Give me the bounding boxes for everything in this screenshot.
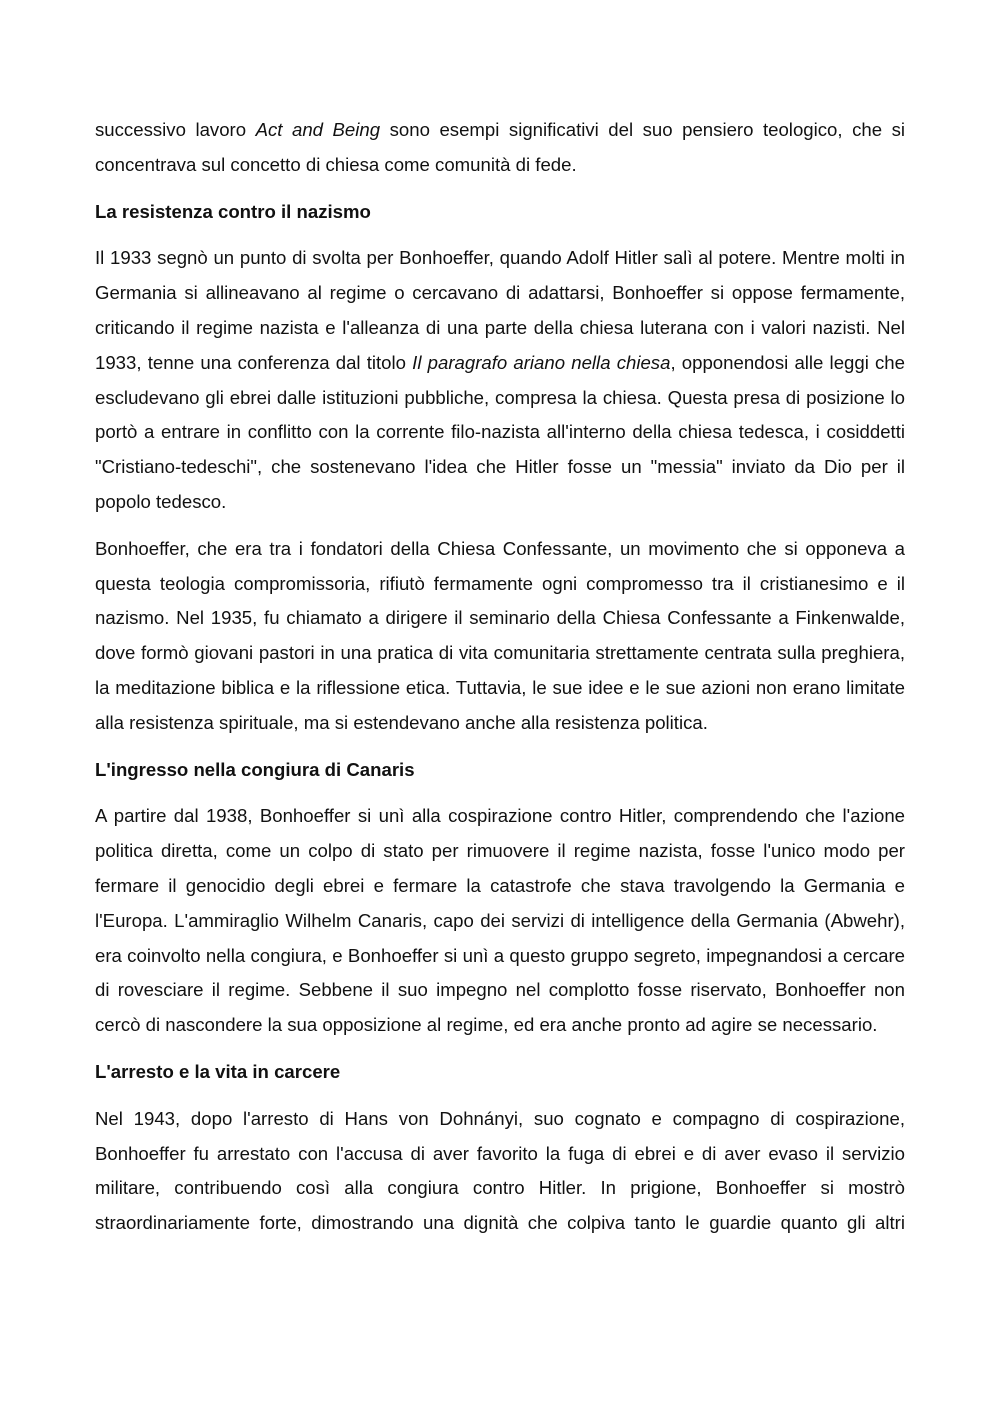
paragraph-1933	[95, 241, 905, 519]
paragraph-chiesa-confessante: Bonhoeffer, che era tra i fondatori della Chiesa Confessante, un movimento che si opponeva a questa teologia compromissoria, rifiutò fermamente ogni compromesso tra il cristianesimo e il nazismo. Nel 1935, fu chiamato a dirigere il seminario della Chiesa Confessante a Finkenwalde, dove formò giovani pastori in una pratica di vita comunitaria strettamente centrata sulla preghiera, la meditazione biblica e la riflessione etica. Tuttavia, le sue idee e le sue azioni non erano limitate alla resistenza spirituale, ma si estendevano anche alla resistenza politica.	[95, 537, 905, 733]
text-run: , opponendosi alle leggi che escludevano gli ebrei dalle istituzioni pubbliche, compresa la chiesa. Questa presa di posizione lo portò a entrare in conflitto con la corrente filo-nazista all'interno della chiesa tedesca, i cosiddetti "Cristiano-tedeschi", che sostenevano l'idea che Hitler fosse un "messia" inviato da Dio per il popolo tedesco.	[95, 351, 905, 512]
lecture-title: Il paragrafo ariano nella chiesa	[412, 351, 671, 373]
section-heading-canaris: L'ingresso nella congiura di Canaris	[95, 758, 415, 780]
section-heading-resistenza: La resistenza contro il nazismo	[95, 200, 371, 222]
text-run: sono esempi significativi del suo pensiero teologico, che si concentrava sul concetto di chiesa come comunità di fede.	[95, 119, 905, 175]
paragraph-arresto: Nel 1943, dopo l'arresto di Hans von Dohnányi, suo cognato e compagno di cospirazione, Bonhoeffer fu arrestato con l'accusa di aver favorito la fuga di ebrei e di aver evaso il servizio militare, contribuendo così alla congiura contro Hitler. In prigione, Bonhoeffer si mostrò straordinariamente forte, dimostrando una dignità che colpiva tanto le guardie quanto gli altri	[95, 1107, 905, 1234]
paragraph-cospirazione: A partire dal 1938, Bonhoeffer si unì alla cospirazione contro Hitler, comprendendo che l'azione politica diretta, come un colpo di stato per rimuovere il regime nazista, fosse l'unico modo per fermare il genocidio degli ebrei e fermare la catastrofe che stava travolgendo la Germania e l'Europa. L'ammiraglio Wilhelm Canaris, capo dei servizi di intelligence della Germania (Abwehr), era coinvolto nella congiura, e Bonhoeffer si unì a questo gruppo segreto, impegnandosi a cercare di rovesciare il regime. Sebbene il suo impegno nel complotto fosse riservato, Bonhoeffer non cercò di nascondere la sua opposizione al regime, ed era anche pronto ad agire se necessario.	[95, 805, 905, 1036]
section-heading-arresto: L'arresto e la vita in carcere	[95, 1060, 341, 1082]
book-title: Act and Being	[255, 119, 381, 140]
text-run: successivo lavoro	[95, 119, 256, 140]
paragraph-intro	[95, 113, 905, 183]
document-page	[95, 113, 905, 1253]
text-run: Il 1933 segnò un punto di svolta per Bonhoeffer, quando Adolf Hitler salì al potere. Mentre molti in Germania si allineavano al regime o cercavano di adattarsi, Bonhoeffer si oppose fermamente, criticando il regime nazista e l'alleanza di una parte della chiesa luterana con i valori nazisti. Nel 1933, tenne una conferenza dal titolo	[95, 247, 905, 373]
